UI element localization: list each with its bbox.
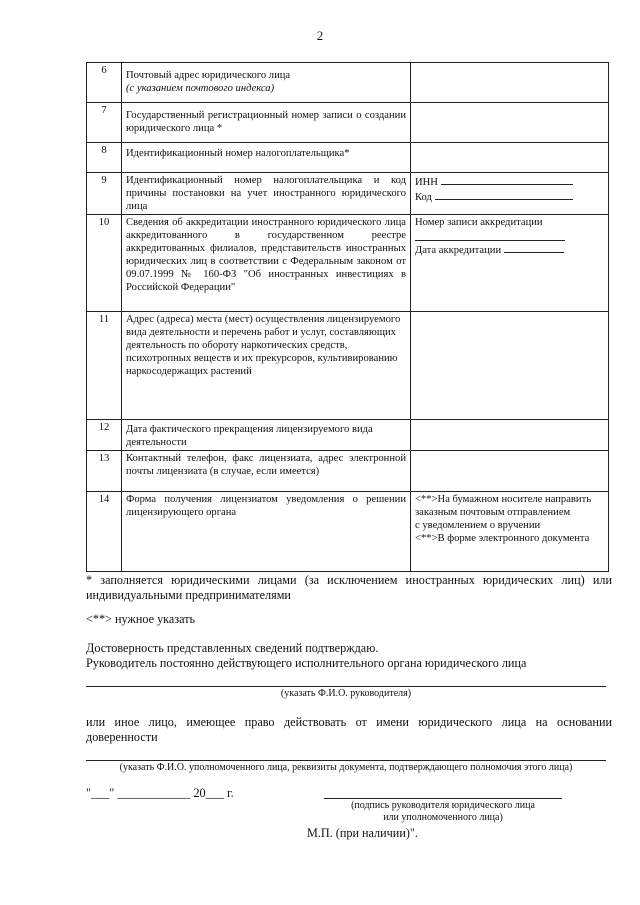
authorized-person-caption: (указать Ф.И.О. уполномоченного лица, реквизиты документа, подтверждающего полномочия этого лица) (119, 762, 573, 773)
row-label: Государственный регистрационный номер записи о создании юридического лица * (122, 103, 411, 143)
head-name-line[interactable] (86, 686, 606, 687)
accreditation-date-blank[interactable] (504, 242, 564, 253)
accreditation-field[interactable] (411, 215, 609, 312)
contacts-field[interactable] (411, 451, 609, 492)
table-row (87, 312, 609, 420)
row-number: 7 (87, 103, 122, 143)
row-number: 11 (87, 312, 122, 420)
table-row (87, 63, 609, 103)
row-number: 9 (87, 173, 122, 215)
head-of-organization-text: Руководитель постоянно действующего исполнительного органа юридического лица (86, 656, 527, 670)
footnote-choose: <**> нужное указать (86, 612, 196, 626)
row-number: 8 (87, 143, 122, 173)
row-label: Форма получения лицензиатом уведомления о решении лицензирующего органа (122, 492, 411, 572)
application-form-table (86, 62, 609, 572)
date-line[interactable]: "___" ____________ 20___ г. (86, 786, 234, 800)
row-label: Идентификационный номер налогоплательщика* (122, 143, 411, 173)
table-row (87, 103, 609, 143)
inn-kpp-field[interactable] (411, 173, 609, 215)
ogrn-field[interactable] (411, 103, 609, 143)
row-number: 14 (87, 492, 122, 572)
head-name-caption: (указать Ф.И.О. руководителя) (280, 688, 412, 699)
table-row (87, 492, 609, 572)
table-row (87, 451, 609, 492)
inn-field[interactable] (411, 143, 609, 173)
accreditation-date-label: Дата аккредитации (415, 245, 502, 256)
signature-line[interactable] (324, 798, 562, 799)
page-number: 2 (316, 28, 324, 43)
table-row (87, 420, 609, 451)
option-electronic[interactable]: <**>В форме электронного документа (415, 533, 590, 544)
row-number: 12 (87, 420, 122, 451)
signature-caption-1: (подпись руководителя юридического лица (351, 800, 535, 811)
option-paper[interactable]: <**>На бумажном носителе направить заказным почтовым отправлением (415, 494, 592, 518)
row-number: 13 (87, 451, 122, 492)
row-label (122, 63, 411, 103)
table-row (87, 143, 609, 173)
row-label-text: Почтовый адрес юридического лица (126, 70, 291, 81)
row-label: Идентификационный номер налогоплательщика и код причины постановки на учет иностранного юридического лица (122, 173, 411, 215)
row-label: Сведения об аккредитации иностранного юридического лица аккредитованного в государственном реестре аккредитованных филиалов, представительств иностранных юридических лиц в соответствии с Федеральным законом от 09.07.1999 № 160-ФЗ "Об иностранных инвестициях в Российской Федерации" (122, 215, 411, 312)
signature-caption-2: или уполномоченного лица) (383, 812, 503, 823)
footnote-asterisk: * заполняется юридическими лицами (за исключением иностранных юридических лиц) или индивидуальными предпринимателями (86, 573, 612, 602)
row-label: Дата фактического прекращения лицензируемого вида деятельности (122, 420, 411, 451)
accreditation-record-blank[interactable] (415, 229, 565, 241)
authorized-person-text: или иное лицо, имеющее право действовать от имени юридического лица на основании доверенности (86, 715, 612, 744)
notification-form-field[interactable] (411, 492, 609, 572)
accreditation-record-label: Номер записи аккредитации (415, 217, 543, 228)
termination-date-field[interactable] (411, 420, 609, 451)
stamp-note: М.П. (при наличии)". (307, 826, 418, 840)
authorized-person-line[interactable] (86, 760, 606, 761)
row-number: 6 (87, 63, 122, 103)
kpp-blank[interactable] (435, 189, 573, 200)
row-label-note: (с указанием почтового индекса) (126, 83, 275, 94)
row-label: Контактный телефон, факс лицензиата, адрес электронной почты лицензиата (в случае, если имеется) (122, 451, 411, 492)
table-row (87, 173, 609, 215)
inn-label: ИНН (415, 177, 438, 188)
postal-address-field[interactable] (411, 63, 609, 103)
confirmation-text: Достоверность представленных сведений подтверждаю. (86, 641, 379, 655)
activity-address-field[interactable] (411, 312, 609, 420)
kpp-label: Код (415, 192, 432, 203)
row-number: 10 (87, 215, 122, 312)
option-paper-receipt: с уведомлением о вручении (415, 520, 541, 531)
inn-blank[interactable] (441, 174, 573, 185)
table-row (87, 215, 609, 312)
row-label: Адрес (адреса) места (мест) осуществления лицензируемого вида деятельности и перечень работ и услуг, составляющих деятельность по обороту наркотических средств, психотропных веществ и их прекурсоров, культивированию наркосодержащих растений (122, 312, 411, 420)
